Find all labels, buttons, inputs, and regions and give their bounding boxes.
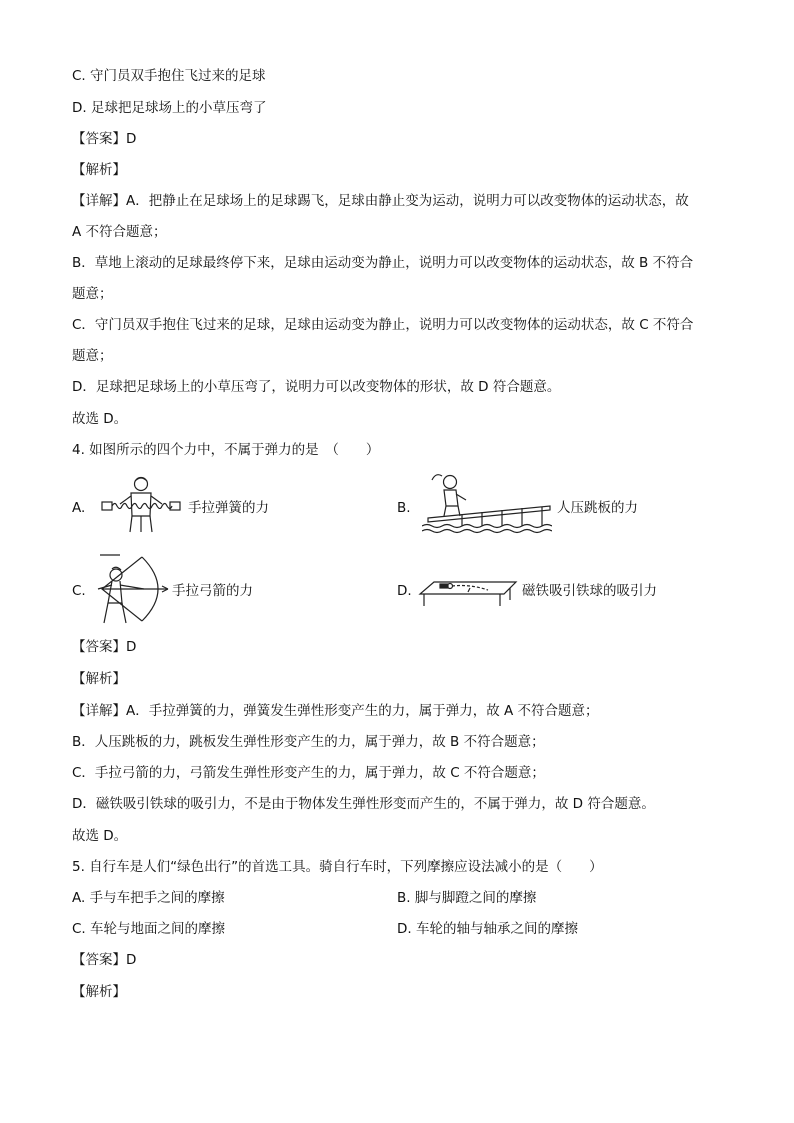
q5-option-a: A. 手与车把手之间的摩擦 bbox=[72, 890, 225, 906]
q3-detail-a-line2: A 不符合题意； bbox=[72, 224, 167, 240]
q3-option-d: D. 足球把足球场上的小草压弯了 bbox=[72, 100, 267, 116]
q4-option-a-letter: A. bbox=[72, 500, 86, 516]
q4-option-d-caption: 磁铁吸引铁球的吸引力 bbox=[522, 583, 657, 599]
q3-detail-c-line1: C．守门员双手抱住飞过来的足球，足球由运动变为静止，说明力可以改变物体的运动状态，故 C 不符合 bbox=[72, 317, 694, 333]
q3-conclusion: 故选 D。 bbox=[72, 411, 128, 427]
q4-detail-a: 【详解】A．手拉弹簧的力，弹簧发生弹性形变产生的力，属于弹力，故 A 不符合题意； bbox=[72, 703, 599, 719]
q4-detail-b: B．人压跳板的力，跳板发生弹性形变产生的力，属于弹力，故 B 不符合题意； bbox=[72, 734, 545, 750]
q4-answer: 【答案】D bbox=[72, 639, 137, 655]
q3-detail-a-line1: 【详解】A．把静止在足球场上的足球踢飞，足球由静止变为运动，说明力可以改变物体的运动状态，故 bbox=[72, 193, 689, 209]
q4-option-d-letter: D. bbox=[397, 583, 412, 599]
q3-answer: 【答案】D bbox=[72, 131, 137, 147]
magnet-ball-table-figure bbox=[418, 578, 518, 610]
q5-analysis-heading: 【解析】 bbox=[72, 984, 126, 1000]
q5-option-c: C. 车轮与地面之间的摩擦 bbox=[72, 921, 226, 937]
q4-detail-c: C．手拉弓箭的力，弓箭发生弹性形变产生的力，属于弹力，故 C 不符合题意； bbox=[72, 765, 545, 781]
q5-stem: 5. 自行车是人们“绿色出行”的首选工具。骑自行车时，下列摩擦应设法减小的是（ ） bbox=[72, 859, 603, 875]
spring-pull-figure bbox=[98, 474, 184, 534]
bow-arrow-figure bbox=[94, 553, 174, 625]
q3-detail-d: D．足球把足球场上的小草压弯了，说明力可以改变物体的形状，故 D 符合题意。 bbox=[72, 379, 561, 395]
q5-answer: 【答案】D bbox=[72, 952, 137, 968]
q3-detail-b-line2: 题意； bbox=[72, 286, 113, 302]
q4-detail-d: D．磁铁吸引铁球的吸引力，不是由于物体发生弹性形变而产生的，不属于弹力，故 D 符合题意。 bbox=[72, 796, 655, 812]
q5-option-d: D. 车轮的轴与轴承之间的摩擦 bbox=[397, 921, 578, 937]
q3-detail-c-line2: 题意； bbox=[72, 348, 113, 364]
q4-stem: 4. 如图所示的四个力中，不属于弹力的是 （ ） bbox=[72, 442, 380, 458]
q3-analysis-heading: 【解析】 bbox=[72, 162, 126, 178]
q4-option-a-caption: 手拉弹簧的力 bbox=[188, 500, 269, 516]
q3-option-c: C. 守门员双手抱住飞过来的足球 bbox=[72, 68, 266, 84]
q4-option-c-caption: 手拉弓箭的力 bbox=[172, 583, 253, 599]
q4-option-b-letter: B. bbox=[397, 500, 411, 516]
q3-detail-b-line1: B．草地上滚动的足球最终停下来，足球由运动变为静止，说明力可以改变物体的运动状态，故 B 不符合 bbox=[72, 255, 694, 271]
q4-analysis-heading: 【解析】 bbox=[72, 671, 126, 687]
q4-option-c-letter: C. bbox=[72, 583, 86, 599]
q4-conclusion: 故选 D。 bbox=[72, 828, 128, 844]
q4-option-b-caption: 人压跳板的力 bbox=[557, 500, 638, 516]
springboard-figure bbox=[422, 472, 552, 534]
q5-option-b: B. 脚与脚蹬之间的摩擦 bbox=[397, 890, 537, 906]
